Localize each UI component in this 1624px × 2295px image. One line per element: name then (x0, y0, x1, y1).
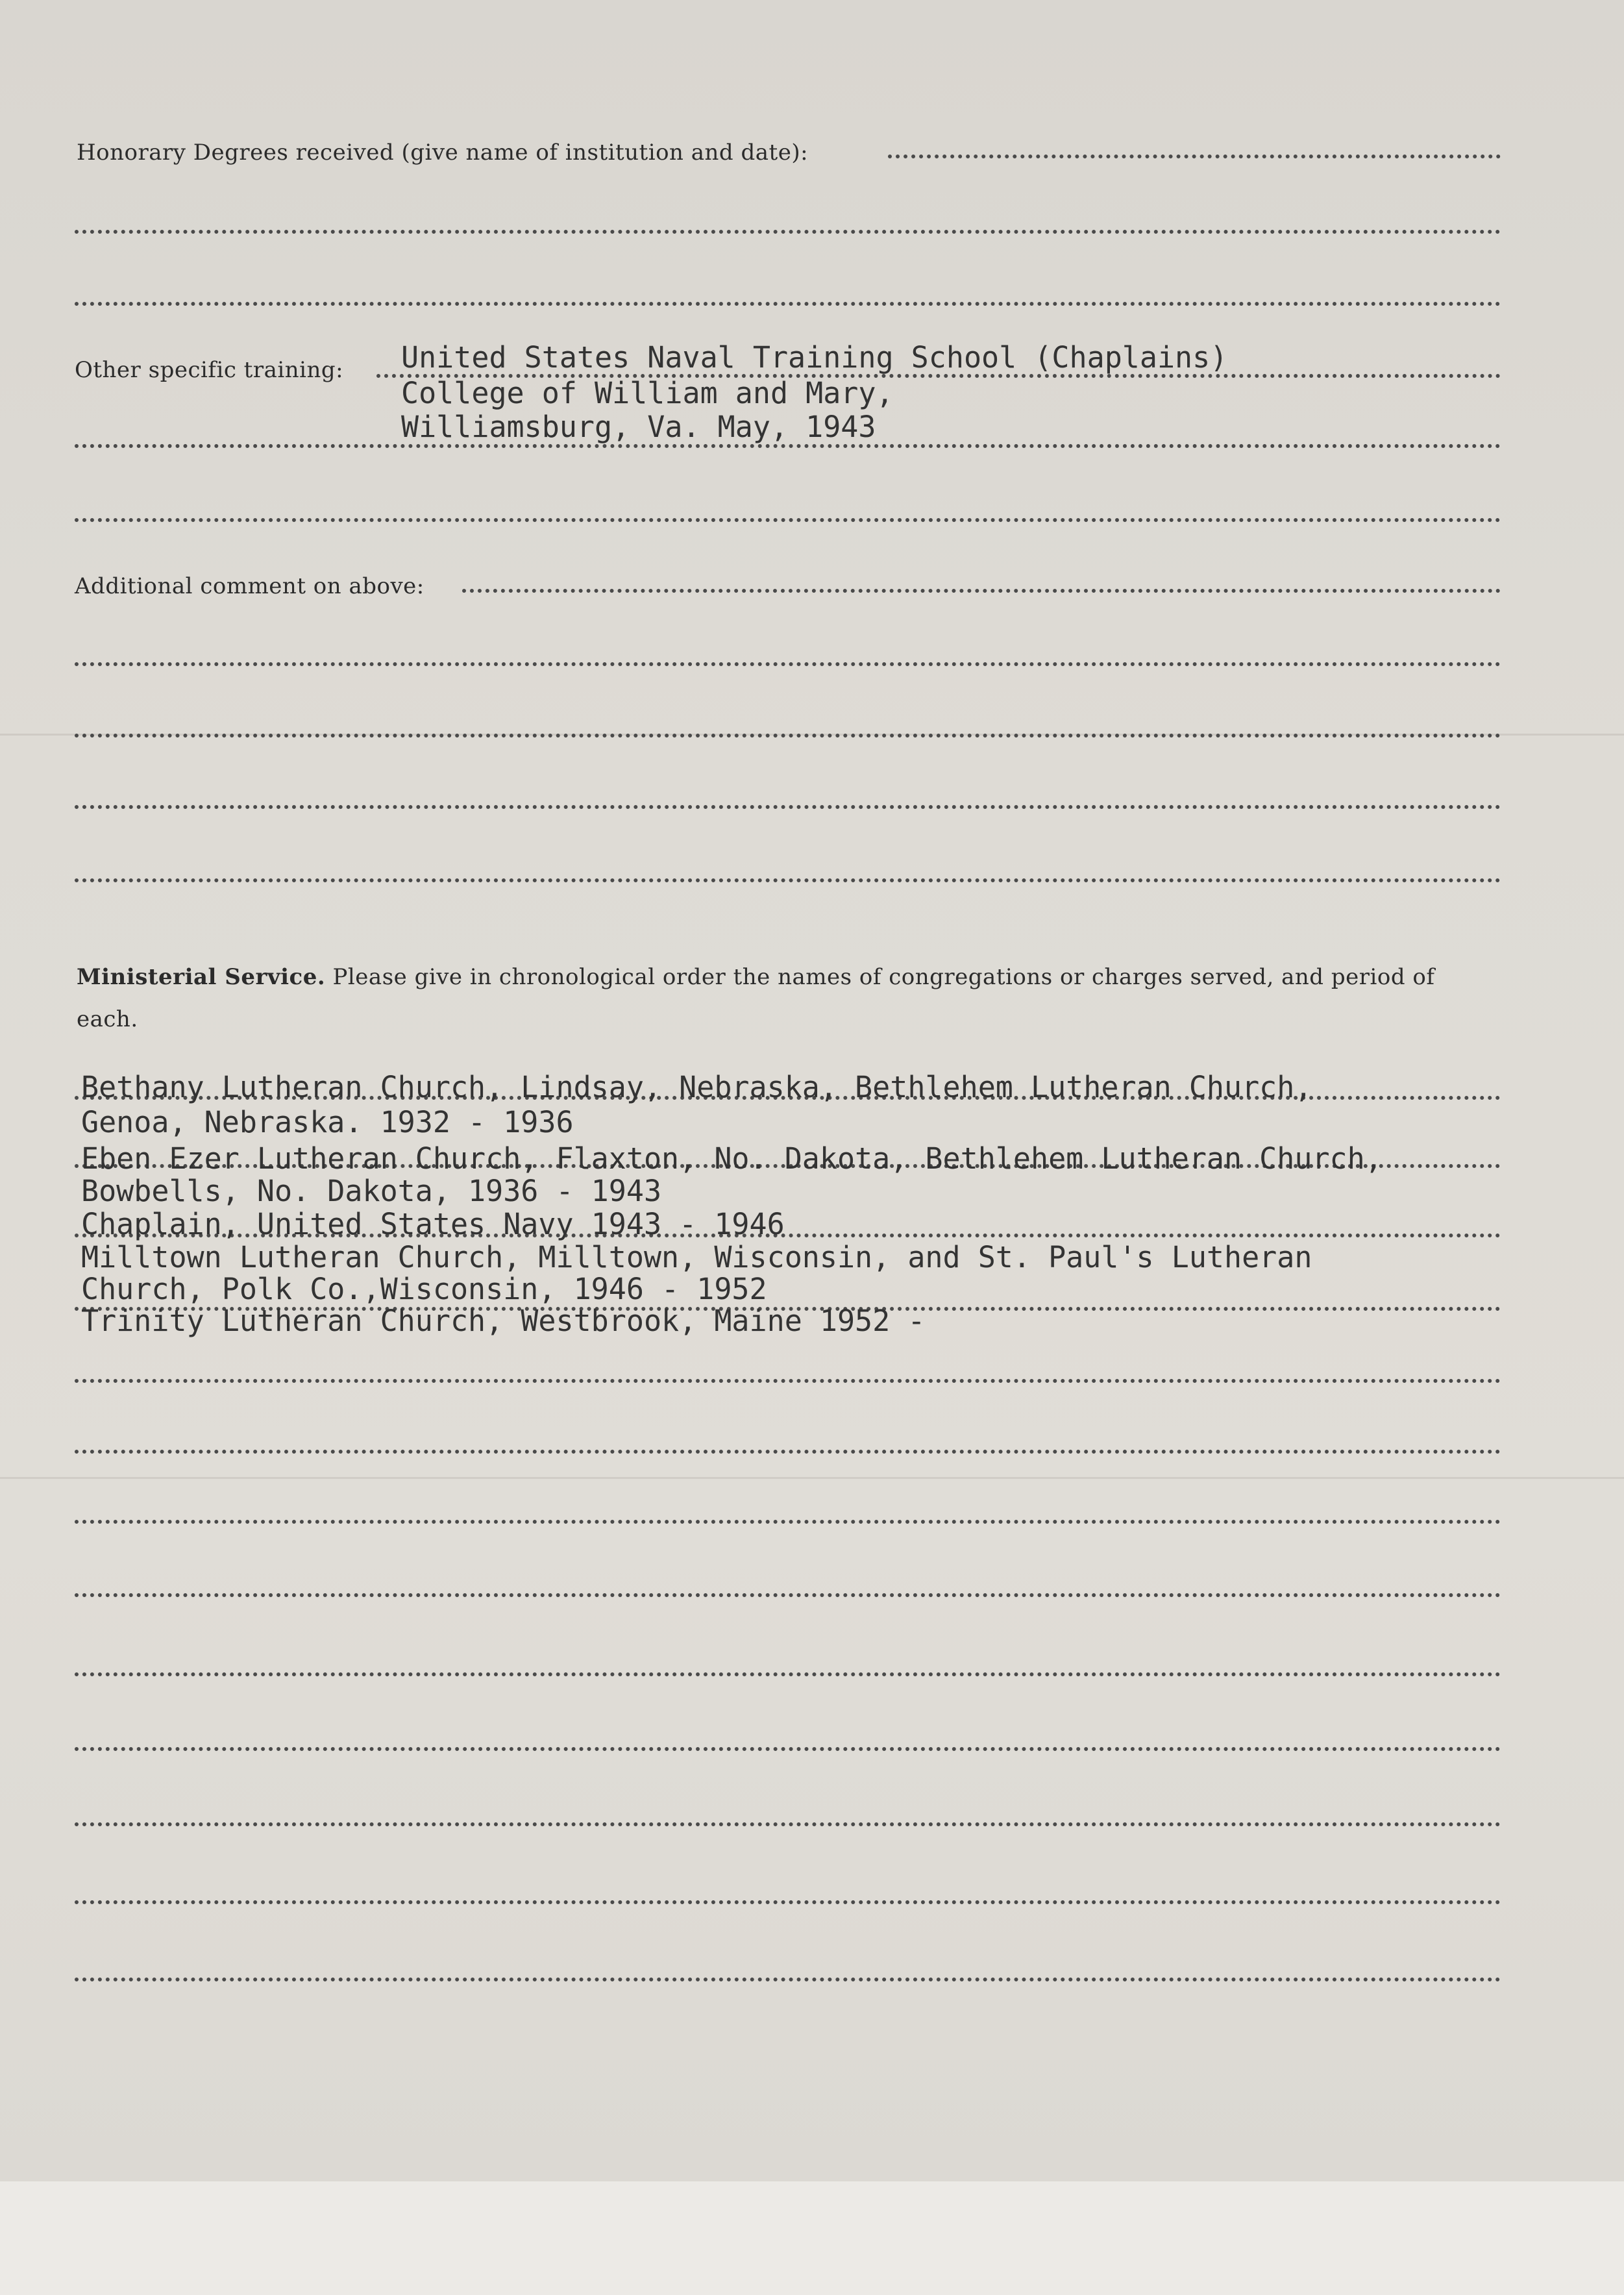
fill-line (462, 589, 1501, 593)
training-line-1: United States Naval Training School (Chaplains) (401, 340, 1228, 375)
fill-line (75, 1672, 1501, 1676)
fill-line (75, 1900, 1501, 1904)
ministerial-service-heading: Ministerial Service. (77, 964, 326, 990)
fill-line (75, 1978, 1501, 1981)
scan-background (0, 2181, 1624, 2295)
fill-line (75, 878, 1501, 882)
fill-line (75, 1520, 1501, 1524)
service-line-3: Eben Ezer Lutheran Church, Flaxton, No. Dakota, Bethlehem Lutheran Church, (81, 1141, 1383, 1176)
paper-fold (0, 1477, 1624, 1479)
service-line-5: Chaplain, United States Navy 1943 - 1946 (81, 1207, 785, 1241)
service-line-1: Bethany Lutheran Church, Lindsay, Nebraska, Bethlehem Lutheran Church, (81, 1070, 1312, 1104)
service-line-2: Genoa, Nebraska. 1932 - 1936 (81, 1105, 574, 1139)
service-line-4: Bowbells, No. Dakota, 1936 - 1943 (81, 1174, 662, 1208)
fill-line (75, 1747, 1501, 1751)
fill-line (888, 155, 1501, 158)
fill-line (75, 1450, 1501, 1454)
fill-line (75, 805, 1501, 809)
fill-line (75, 1593, 1501, 1597)
ministerial-service-text-cont: each. (77, 1006, 138, 1032)
training-line-3: Williamsburg, Va. May, 1943 (401, 410, 876, 444)
service-line-7: Church, Polk Co.,Wisconsin, 1946 - 1952 (81, 1272, 767, 1306)
fill-line (75, 518, 1501, 522)
service-line-6: Milltown Lutheran Church, Milltown, Wisconsin, and St. Paul's Lutheran (81, 1240, 1312, 1274)
other-training-label: Other specific training: (75, 357, 344, 383)
ministerial-service-text: Please give in chronological order the names of congregations or charges served, and period of (332, 964, 1435, 990)
fill-line (75, 230, 1501, 234)
fill-line (75, 662, 1501, 666)
fill-line (75, 1822, 1501, 1826)
fill-line (75, 1379, 1501, 1383)
fill-line (75, 302, 1501, 306)
service-line-8: Trinity Lutheran Church, Westbrook, Maine 1952 - (81, 1304, 926, 1338)
training-line-2: College of William and Mary, (401, 376, 894, 410)
additional-comment-label: Additional comment on above: (75, 573, 424, 599)
honorary-degrees-label: Honorary Degrees received (give name of institution and date): (77, 140, 809, 166)
fill-line (75, 734, 1501, 738)
fill-line (75, 444, 1501, 448)
ministerial-service-instructions (77, 964, 1435, 990)
